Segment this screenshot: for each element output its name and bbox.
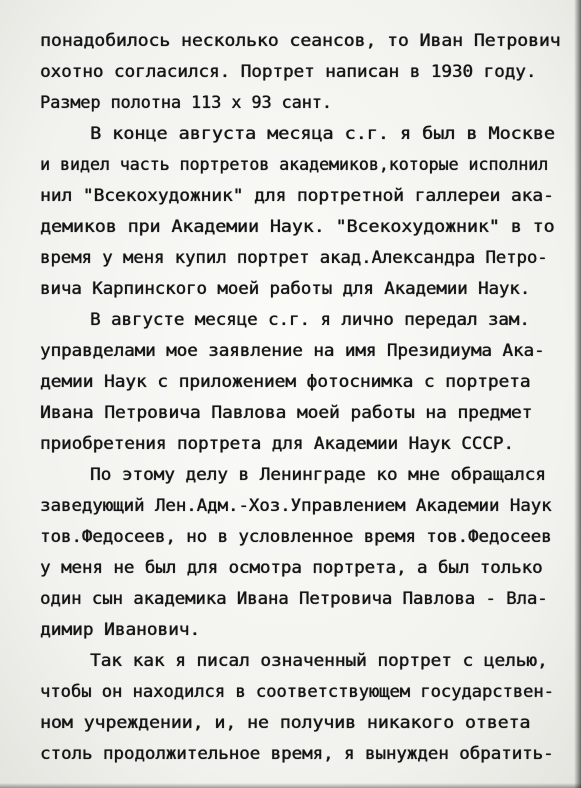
text-line: тов.Федосеев, но в условленное время тов.Федосеев bbox=[40, 527, 552, 547]
text-line: Ивана Петровича Павлова моей работы на предмет bbox=[40, 403, 533, 423]
text-line: Так как я писал означенный портрет с целью, bbox=[90, 651, 548, 671]
text-line: димир Иванович. bbox=[40, 620, 201, 640]
text-line: столь продолжительное время, я вынужден обратить- bbox=[40, 744, 554, 764]
text-line: заведующий Лен.Адм.-Хоз.Управлением Академии Наук bbox=[40, 496, 552, 516]
text-line: один сын академика Ивана Петровича Павлова - Вла- bbox=[40, 589, 548, 609]
text-line: управделами мое заявление на имя Президиума Ака- bbox=[40, 341, 545, 361]
scan-shadow-edge bbox=[574, 0, 581, 788]
text-line: чтобы он находился в соответствующем государствен- bbox=[40, 682, 554, 702]
text-line: демиков при Академии Наук. "Всекохудожник" в то bbox=[40, 217, 555, 237]
text-line: Размер полотна 113 х 93 сант. bbox=[40, 93, 332, 113]
text-line: нил "Всекохудожник" для портретной галлереи ака- bbox=[40, 186, 554, 206]
text-line: приобретения портрета для Академии Наук СССР. bbox=[40, 434, 514, 454]
text-line: и видел часть портретов академиков,которые исполнил bbox=[40, 155, 549, 175]
text-line: время у меня купил портрет акад.Александра Петро- bbox=[40, 248, 548, 268]
text-line: В августе месяце с.г. я лично передал зам. bbox=[90, 310, 530, 330]
text-line: В конце августа месяца с.г. я был в Москве bbox=[90, 124, 555, 144]
text-line: понадобилось несколько сеансов, то Иван Петрович bbox=[40, 31, 561, 51]
text-line: вича Карпинского моей работы для Академии Наук. bbox=[40, 279, 531, 299]
text-line: По этому делу в Ленинграде ко мне обращался bbox=[90, 465, 546, 485]
scan-shadow-edge bbox=[0, 783, 581, 788]
text-line: охотно согласился. Портрет написан в 1930 году. bbox=[40, 62, 537, 82]
text-line: демии Наук с приложением фотоснимка с портрета bbox=[40, 372, 531, 392]
text-line: у меня не был для осмотра портрета, а был только bbox=[40, 558, 543, 578]
text-line: ном учреждении, и, не получив никакого ответа bbox=[40, 713, 531, 733]
